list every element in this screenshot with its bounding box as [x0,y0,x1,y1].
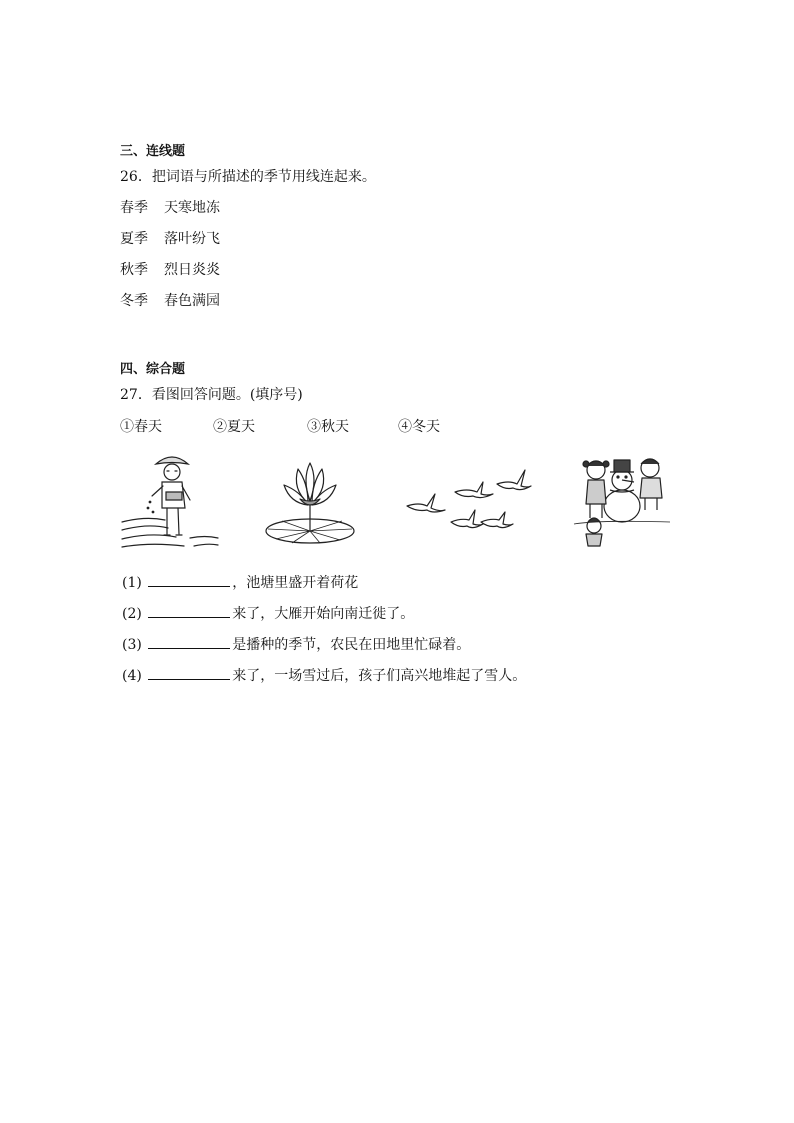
blank-row-1 [122,572,358,592]
season-word[interactable]: 冬季 [120,293,148,309]
option-spring: ①春天 [120,419,162,435]
option-winter: ④冬天 [398,419,440,435]
section-4-title: 四、综合题 [120,362,186,377]
question-26: 26．把词语与所描述的季节用线连起来。 [120,169,376,185]
blank-sentence: 来了，一场雪过后，孩子们高兴地堆起了雪人。 [232,668,527,684]
answer-blank[interactable] [148,635,230,649]
answer-blank[interactable] [148,666,230,680]
match-row [120,290,220,310]
blank-row-2 [122,603,414,623]
blank-sentence: 来了，大雁开始向南迁徙了。 [232,606,415,622]
phrase-word[interactable]: 天寒地冻 [164,200,220,216]
answer-blank[interactable] [148,573,230,587]
farmer-sowing-icon [120,450,220,550]
option-autumn: ③秋天 [307,419,349,435]
wild-geese-icon [405,462,533,534]
answer-blank[interactable] [148,604,230,618]
phrase-word[interactable]: 春色满园 [164,293,220,309]
match-row [120,197,220,217]
phrase-word[interactable]: 落叶纷飞 [164,231,220,247]
blank-sentence: 是播种的季节，农民在田地里忙碌着。 [232,637,471,653]
season-word[interactable]: 夏季 [120,231,148,247]
phrase-word[interactable]: 烈日炎炎 [164,262,220,278]
option-summer: ②夏天 [213,419,255,435]
blank-number: (3) [122,637,142,653]
blank-row-4 [122,665,526,685]
season-word[interactable]: 秋季 [120,262,148,278]
lotus-flower-icon [262,455,358,545]
blank-row-3 [122,634,470,654]
match-row [120,259,220,279]
blank-number: (2) [122,606,142,622]
blank-number: (4) [122,668,142,684]
question-27: 27．看图回答问题。(填序号) [120,387,303,403]
season-word[interactable]: 春季 [120,200,148,216]
blank-sentence: ，池塘里盛开着荷花 [232,575,359,591]
match-row [120,228,220,248]
section-3-title: 三、连线题 [120,144,186,159]
blank-number: (1) [122,575,142,591]
snowman-children-icon [570,450,674,550]
